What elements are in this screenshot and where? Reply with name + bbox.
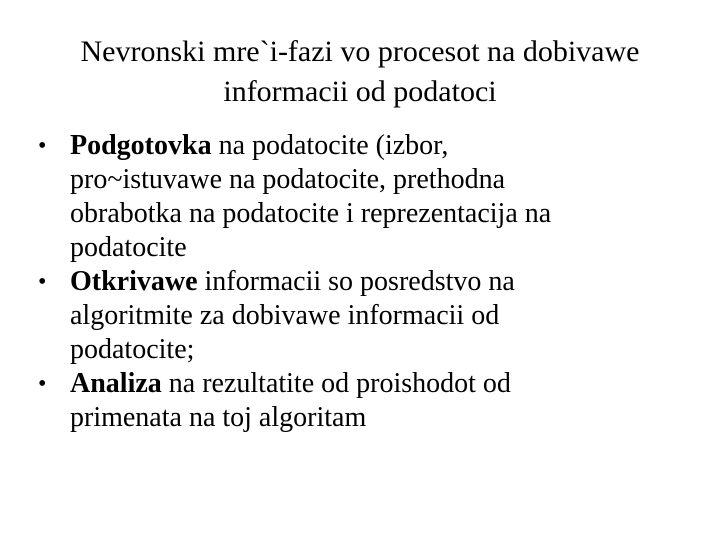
bullet-text: informacii so posredstvo na <box>197 266 515 297</box>
bullet-term: Podgotovka <box>70 130 212 161</box>
bullet-dot-icon: • <box>38 133 47 159</box>
bullet-text: pro~istuvawe na podatocite, prethodna <box>70 164 506 195</box>
bullet-text: algoritmite za dobivawe informacii od <box>70 300 500 331</box>
bullet-item <box>36 265 696 367</box>
slide-title <box>40 32 680 112</box>
bullet-item <box>36 129 696 265</box>
bullet-text: podatocite; <box>70 334 195 365</box>
bullet-term: Analiza <box>70 368 162 399</box>
bullet-dot-icon: • <box>38 371 47 397</box>
bullet-item <box>36 367 696 435</box>
bullet-text: obrabotka na podatocite i reprezentacija na <box>70 198 552 229</box>
bullet-term: Otkrivawe <box>70 266 198 297</box>
bullet-text: na podatocite (izbor, <box>211 130 449 161</box>
bullet-list <box>36 129 696 435</box>
bullet-dot-icon: • <box>38 269 47 295</box>
bullet-text: podatocite <box>70 232 187 263</box>
bullet-text: primenata na toj algoritam <box>70 402 367 433</box>
title-line: Nevronski mre`i-fazi vo procesot na dobivawe <box>80 35 640 68</box>
title-line: informacii od podatoci <box>223 75 497 108</box>
bullet-text: na rezultatite od proishodot od <box>161 368 511 399</box>
